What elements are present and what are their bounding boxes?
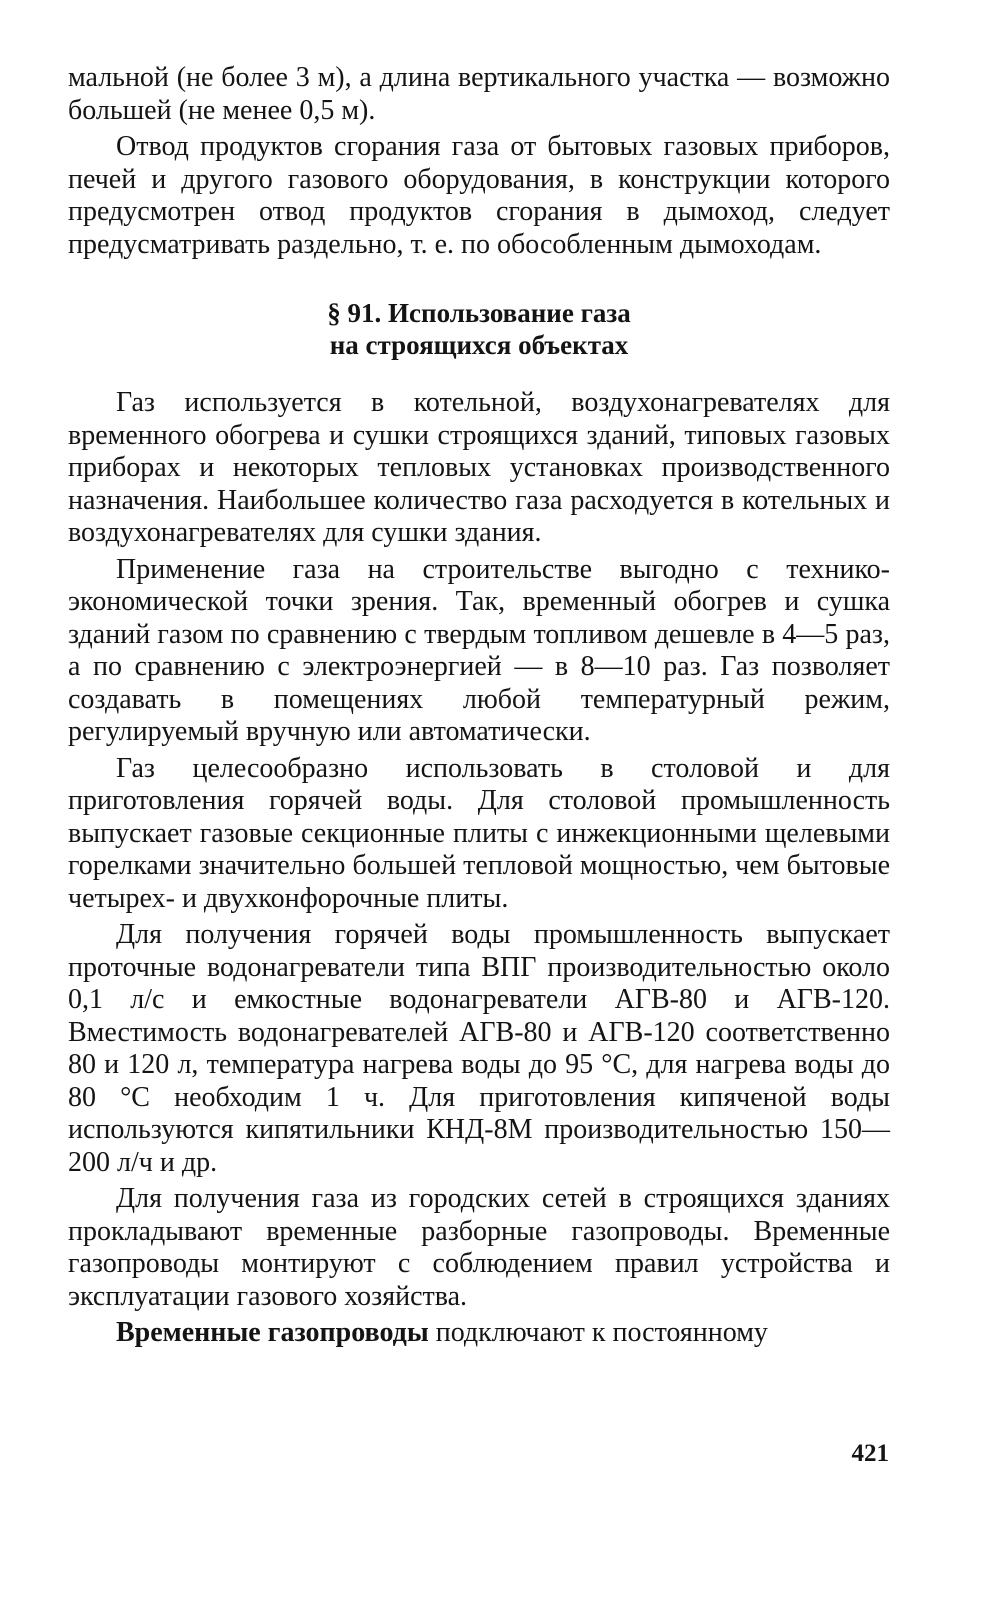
page-number: 421 — [851, 1440, 889, 1467]
paragraph-gas-usage: Газ используется в котельной, воздухонагревателях для временного обогрева и сушки строящихся зданий, типовых газовых приборах и некоторых тепловых установках производственного назначения. Наибольшее количество газа расходуется в котельных и воздухонагревателях для сушки здания. — [68, 387, 890, 548]
continuation-paragraph: мальной (не более 3 м), а длина вертикального участка — возможно большей (не менее 0,5 м). — [68, 62, 890, 126]
book-page — [68, 62, 890, 1562]
paragraph-flue-gas-removal: Отвод продуктов сгорания газа от бытовых газовых приборов, печей и другого газового оборудования, в конструкции которого предусмотрен отвод продуктов сгорания в дымоход, следует предусматривать раздельно, т. е. по обособленным дымоходам. — [68, 131, 890, 260]
paragraph-connection-text: подключают к постоянному — [428, 1317, 768, 1348]
paragraph-water-heaters: Для получения горячей воды промышленность выпускает проточные водонагреватели типа ВПГ производительностью около 0,1 л/с и емкостные водонагреватели АГВ-80 и АГВ-120. Вместимость водонагревателей АГВ-80 и АГВ-120 соответственно 80 и 120 л, температура нагрева воды до 95 °С, для нагрева воды до 80 °С необходим 1 ч. Для приготовления кипяченой воды используются кипятильники КНД-8М производительностью 150—200 л/ч и др. — [68, 919, 890, 1178]
section-heading-line-2: на строящихся объектах — [329, 330, 629, 360]
section-heading-line-1: § 91. Использование газа — [327, 298, 631, 328]
paragraph-connection-bold-lead: Временные газопроводы — [116, 1317, 429, 1348]
paragraph-economic-benefit: Применение газа на строительстве выгодно с технико-экономической точки зрения. Так, временный обогрев и сушка зданий газом по сравнению с твердым топливом дешевле в 4—5 раз, а по сравнению с электроэнергией — в 8—10 раз. Газ позволяет создавать в помещениях любой температурный режим, регулируемый вручную или автоматически. — [68, 553, 890, 747]
paragraph-canteen-usage: Газ целесообразно использовать в столовой и для приготовления горячей воды. Для столовой промышленность выпускает газовые секционные плиты с инжекционными щелевыми горелками значительно большей тепловой мощностью, чем бытовые четырех- и двухконфорочные плиты. — [68, 752, 890, 914]
paragraph-connection — [68, 1317, 890, 1350]
paragraph-temporary-pipelines: Для получения газа из городских сетей в строящихся зданиях прокладывают временные разборные газопроводы. Временные газопроводы монтируют с соблюдением правил устройства и эксплуатации газового хозяйства. — [68, 1183, 890, 1312]
section-heading — [68, 297, 890, 361]
